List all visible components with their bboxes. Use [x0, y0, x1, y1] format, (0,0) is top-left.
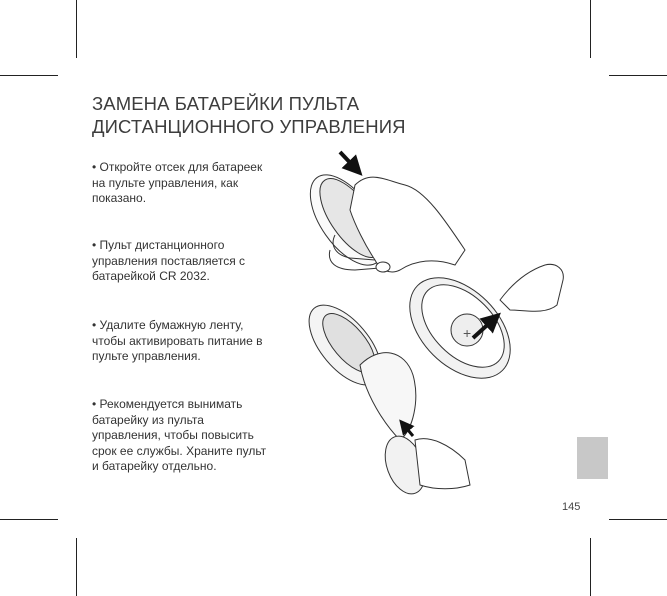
step-text-line: чтобы активировать питание в — [92, 333, 263, 348]
step-remove-paper-tape — [92, 318, 292, 365]
page-title — [92, 92, 432, 138]
step-text-line: на пульте управления, как — [92, 175, 239, 190]
step-text-line: показано. — [92, 191, 147, 205]
crop-mark-top-left-horizontal — [0, 75, 58, 76]
hand-pressing-remote-icon — [296, 152, 465, 278]
step-text-line: управления, чтобы повысить — [92, 428, 254, 442]
step-storage-recommendation — [92, 397, 292, 475]
step-text-line: и батарейку отдельно. — [92, 459, 217, 473]
step-text-line: • Рекомендуется вынимать — [92, 397, 243, 411]
section-tab — [577, 437, 608, 479]
crop-mark-top-right-horizontal — [609, 75, 667, 76]
step-text-line: батарейкой CR 2032. — [92, 269, 210, 283]
step-supplied-battery — [92, 238, 292, 285]
step-text-line: срок ее службы. Храните пульт — [92, 443, 267, 458]
step-text-line: батарейку из пульта — [92, 412, 204, 427]
crop-mark-bottom-left-vertical — [76, 538, 77, 596]
page-title-line-1: ЗАМЕНА БАТАРЕЙКИ ПУЛЬТА — [92, 93, 360, 114]
crop-mark-bottom-right-horizontal — [609, 519, 667, 520]
page-title-line-2: ДИСТАНЦИОННОГО УПРАВЛЕНИЯ — [92, 116, 406, 137]
battery-plus-symbol: + — [463, 325, 472, 341]
crop-mark-bottom-right-vertical — [590, 538, 591, 596]
remote-back-cover-icon — [296, 293, 416, 440]
step-text-line: пульте управления. — [92, 349, 201, 363]
page-number: 145 — [562, 501, 581, 513]
crop-mark-top-right-vertical — [590, 0, 591, 58]
step-text-line: • Удалите бумажную ленту, — [92, 318, 244, 332]
step-text-line: управления поставляется с — [92, 253, 246, 268]
battery-replacement-illustration — [295, 140, 575, 500]
remote-battery-tab-icon — [391, 259, 564, 398]
hand-holding-remote-icon — [378, 424, 470, 499]
crop-mark-top-left-vertical — [76, 0, 77, 58]
step-text-line: • Пульт дистанционного — [92, 238, 225, 252]
crop-mark-bottom-left-horizontal — [0, 519, 58, 520]
step-open-battery-compartment — [92, 160, 292, 207]
step-text-line: • Откройте отсек для батареек — [92, 160, 263, 174]
